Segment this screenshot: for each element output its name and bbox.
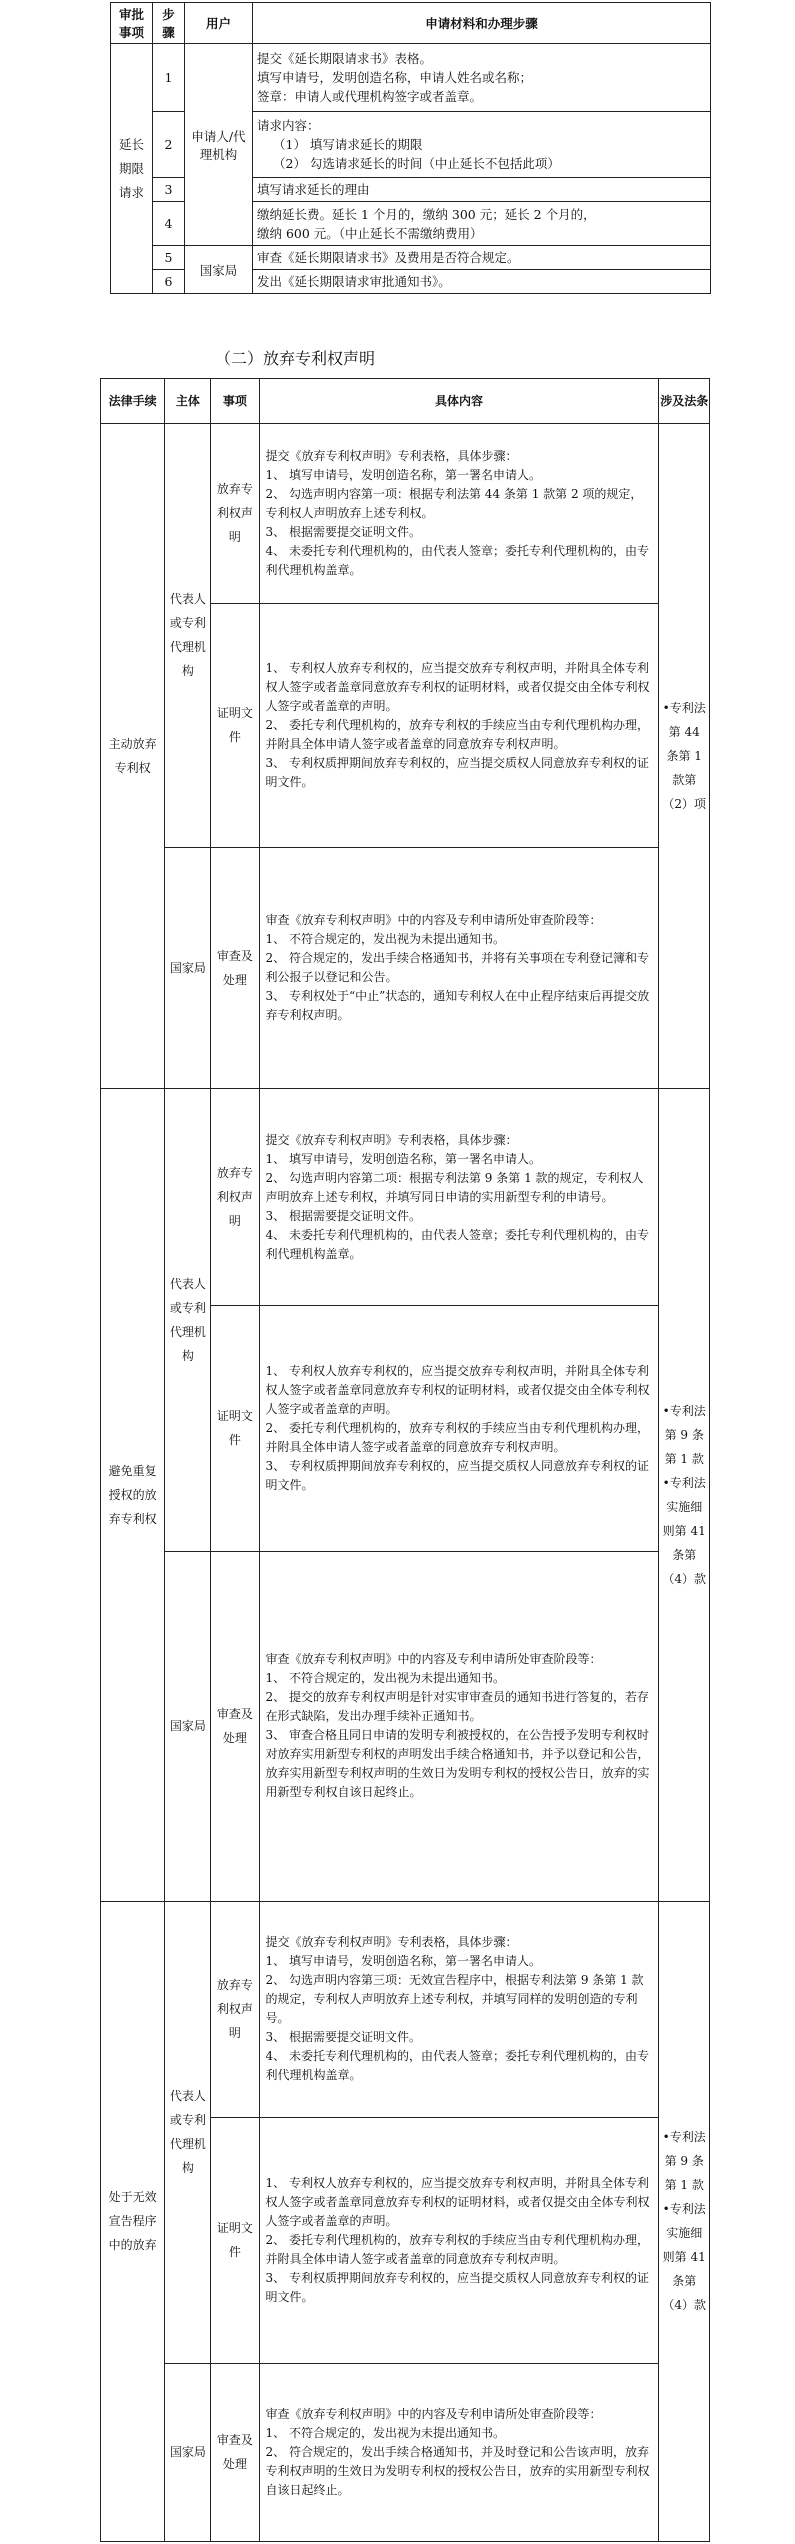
content-line: 2、 勾选声明内容第二项：根据专利法第 9 条第 1 款的规定，专利权人声明放弃上述专利权，并填写同日申请的实用新型专利的申请号。 [265,1170,644,1204]
content-line: （1） 填写请求延长的期限 [273,137,423,152]
header-content: 具体内容 [259,379,659,424]
subject-cell: 国家局 [165,2363,211,2541]
content-line: 提交《放弃专利权声明》专利表格，具体步骤： [265,1935,518,1950]
content-cell [259,2363,659,2541]
content-line: 提交《放弃专利权声明》专利表格，具体步骤： [265,448,518,463]
content-cell [259,1089,659,1305]
content-cell [259,1551,659,1901]
content-line: 2、 提交的放弃专利权声明是针对实审审查员的通知书进行答复的，若存在形式缺陷，发出办理手续补正通知书。 [265,1690,649,1724]
header-approval-item: 审批事项 [111,3,153,44]
content-line: 3、 根据需要提交证明文件。 [265,2030,421,2045]
content-cell [259,847,659,1089]
item-cell: 放弃专利权声明 [211,423,259,603]
content-line: 1、 专利权人放弃专利权的，应当提交放弃专利权声明，并附具全体专利权人签字或者盖章同意放弃专利权的证明材料，或者仅提交由全体专利权人签字或者盖章的声明。 [265,1363,650,1416]
law-cell: •专利法第 44 条第 1 款第（2）项 [659,423,710,1089]
step-number: 6 [153,270,185,294]
step-number: 2 [153,112,185,178]
content-cell [259,2117,659,2363]
content-line: 1、 不符合规定的，发出视为未提出通知书。 [265,932,505,946]
extension-request-table [110,2,711,294]
content-line: 1、 专利权人放弃专利权的，应当提交放弃专利权声明，并附具全体专利权人签字或者盖章同意放弃专利权的证明材料，或者仅提交由全体专利权人签字或者盖章的声明。 [265,660,650,713]
item-cell: 证明文件 [211,2117,259,2363]
content-line: 填写请求延长的理由 [257,182,370,197]
content-line: 3、 根据需要提交证明文件。 [265,524,421,539]
step-content [253,178,711,202]
content-line: 1、 填写申请号，发明创造名称，第一署名申请人。 [265,467,541,482]
step-number: 1 [153,44,185,112]
approval-item-cell: 延长期限请求 [111,44,153,294]
content-line: 1、 不符合规定的，发出视为未提出通知书。 [265,2425,505,2440]
step-content [253,44,711,112]
step-content [253,246,711,270]
table-row [101,423,710,603]
table-row [101,2363,710,2541]
user-office: 国家局 [185,246,253,294]
step-content [253,202,711,246]
content-line: 2、 符合规定的，发出手续合格通知书，并及时登记和公告该声明，放弃专利权声明的生效日为发明专利权的授权公告日，放弃的实用新型专利权自该日起终止。 [265,2444,650,2497]
content-line: 发出《延长期限请求审批通知书》。 [257,274,451,289]
content-line: 4、 未委托专利代理机构的，由代表人签章；委托专利代理机构的，由专利代理机构盖章。 [265,1227,649,1261]
item-cell: 审查及处理 [211,2363,259,2541]
content-line: 审查《放弃专利权声明》中的内容及专利申请所处审查阶段等： [265,2406,602,2421]
header-law: 涉及法条 [659,379,710,424]
table-row [101,1551,710,1901]
table-row [101,847,710,1089]
content-line: 3、 专利权质押期间放弃专利权的，应当提交质权人同意放弃专利权的证明文件。 [265,1458,649,1492]
content-line: 提交《延长期限请求书》表格。 [257,51,433,66]
item-cell: 审查及处理 [211,1551,259,1901]
content-line: 审查《放弃专利权声明》中的内容及专利申请所处审查阶段等： [265,1652,602,1667]
item-cell: 放弃专利权声明 [211,1901,259,2117]
step-content [253,270,711,294]
content-line: 3、 专利权质押期间放弃专利权的，应当提交质权人同意放弃专利权的证明文件。 [265,2270,649,2304]
procedure-cell: 避免重复授权的放弃专利权 [101,1089,165,1901]
step-number: 4 [153,202,185,246]
content-line: 2、 委托专利代理机构的，放弃专利权的手续应当由专利代理机构办理，并附具全体申请人签字或者盖章的同意放弃专利权声明。 [265,2232,649,2266]
law-cell: •专利法第 9 条第 1 款 •专利法实施细则第 41 条第（4）款 [659,1089,710,1901]
header-subject: 主体 [165,379,211,424]
table-row [111,44,711,112]
content-line: 缴纳 600 元。（中止延长不需缴纳费用） [257,225,483,241]
content-line: （2） 勾选请求延长的时间（中止延长不包括此项） [273,156,560,171]
abandon-patent-table [100,378,710,2542]
subject-cell: 代表人或专利代理机构 [165,1901,211,2363]
header-step: 步骤 [153,3,185,44]
section-heading: （二）放弃专利权声明 [215,349,376,368]
table-row [111,246,711,270]
table-row [101,1089,710,1305]
subject-cell: 代表人或专利代理机构 [165,423,211,847]
content-line: 4、 未委托专利代理机构的，由代表人签章；委托专利代理机构的，由专利代理机构盖章。 [265,2049,649,2083]
content-line: 提交《放弃专利权声明》专利表格，具体步骤： [265,1132,518,1147]
content-line: 审查《放弃专利权声明》中的内容及专利申请所处审查阶段等： [265,913,602,927]
header-materials: 申请材料和办理步骤 [253,3,711,44]
content-line: 缴纳延长费。延长 1 个月的，缴纳 300 元；延长 2 个月的， [257,206,596,222]
step-content [253,112,711,178]
content-line: 2、 符合规定的，发出手续合格通知书，并将有关事项在专利登记簿和专利公报子以登记和公告。 [265,951,649,984]
content-line: 1、 不符合规定的，发出视为未提出通知书。 [265,1671,505,1686]
item-cell: 放弃专利权声明 [211,1089,259,1305]
subject-cell: 代表人或专利代理机构 [165,1089,211,1551]
user-applicant: 申请人/代理机构 [185,44,253,246]
step-number: 5 [153,246,185,270]
content-line: 签章：申请人或代理机构签字或者盖章。 [257,89,483,104]
step-number: 3 [153,178,185,202]
content-line: 请求内容： [257,118,320,133]
table1-header-row [111,3,711,44]
item-cell: 审查及处理 [211,847,259,1089]
content-line: 3、 专利权质押期间放弃专利权的，应当提交质权人同意放弃专利权的证明文件。 [265,755,649,789]
content-line: 填写申请号，发明创造名称，申请人姓名或名称； [257,70,533,85]
header-user: 用户 [185,3,253,44]
table-row [101,1901,710,2117]
law-cell: •专利法第 9 条第 1 款 •专利法实施细则第 41 条第（4）款 [659,1901,710,2541]
content-line: 2、 勾选声明内容第一项：根据专利法第 44 条第 1 款第 2 项的规定，专利权人声明放弃上述专利权。 [265,486,643,520]
content-line: 3、 专利权处于“中止”状态的，通知专利权人在中止程序结束后再提交放弃专利权声明。 [265,989,650,1022]
procedure-cell: 主动放弃专利权 [101,423,165,1089]
content-cell [259,1901,659,2117]
subject-cell: 国家局 [165,847,211,1089]
content-cell [259,603,659,847]
content-line: 3、 根据需要提交证明文件。 [265,1208,421,1223]
content-line: 3、 审查合格且同日申请的发明专利被授权的，在公告授予发明专利权时对放弃实用新型专利权的声明发出手续合格通知书，并予以登记和公告，放弃实用新型专利权声明的生效日为发明专利权的授权公告日，放弃的实用新型专利权自该日起终止。 [265,1728,650,1800]
item-cell: 证明文件 [211,603,259,847]
table2-header-row [101,379,710,424]
content-line: 1、 填写申请号，发明创造名称，第一署名申请人。 [265,1954,541,1969]
header-procedure: 法律手续 [101,379,165,424]
content-line: 4、 未委托专利代理机构的，由代表人签章；委托专利代理机构的，由专利代理机构盖章。 [265,543,649,577]
content-line: 审查《延长期限请求书》及费用是否符合规定。 [257,250,520,265]
item-cell: 证明文件 [211,1305,259,1551]
content-line: 1、 专利权人放弃专利权的，应当提交放弃专利权声明，并附具全体专利权人签字或者盖章同意放弃专利权的证明材料，或者仅提交由全体专利权人签字或者盖章的声明。 [265,2175,650,2228]
content-line: 2、 委托专利代理机构的，放弃专利权的手续应当由专利代理机构办理，并附具全体申请人签字或者盖章的同意放弃专利权声明。 [265,717,649,751]
procedure-cell: 处于无效宣告程序中的放弃 [101,1901,165,2541]
content-cell [259,423,659,603]
content-cell [259,1305,659,1551]
content-line: 1、 填写申请号，发明创造名称，第一署名申请人。 [265,1151,541,1166]
content-line: 2、 委托专利代理机构的，放弃专利权的手续应当由专利代理机构办理，并附具全体申请人签字或者盖章的同意放弃专利权声明。 [265,1420,649,1454]
content-line: 2、 勾选声明内容第三项：无效宣告程序中，根据专利法第 9 条第 1 款的规定，专利权人声明放弃上述专利权，并填写同样的发明创造的专利号。 [265,1973,644,2026]
subject-cell: 国家局 [165,1551,211,1901]
header-item: 事项 [211,379,259,424]
